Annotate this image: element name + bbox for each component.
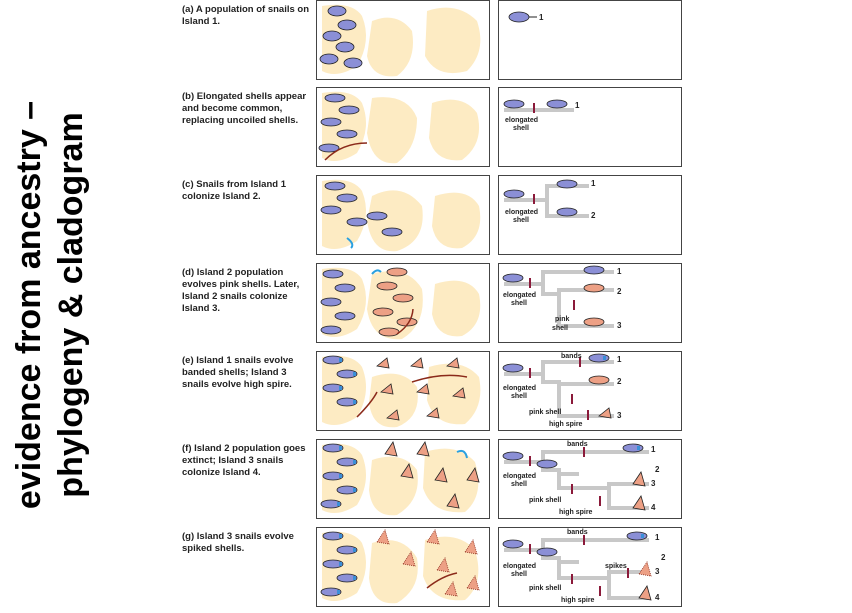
label-elongated-e: elongated: [503, 385, 537, 392]
island-drawing-a: [317, 1, 489, 79]
label-bands-f: bands: [567, 441, 588, 448]
label-pink-shell-f: pink shell: [529, 497, 562, 504]
label-shell-g: shell: [511, 571, 527, 578]
island-panel-a: [316, 0, 490, 80]
tip-4-g: 4: [655, 593, 660, 602]
label-high-spire-g: high spire: [561, 597, 595, 604]
label-shell-c: shell: [513, 217, 529, 224]
island-panel-e: [316, 351, 490, 431]
label-elongated-g: elongated: [503, 563, 537, 570]
step-text-g: (g) Island 3 snails evolve spiked shells.: [182, 531, 294, 554]
step-text-a: (a) A population of snails on Island 1.: [182, 4, 310, 27]
tip-1-b: 1: [575, 101, 580, 110]
side-title: [8, 0, 118, 613]
tip-1-f: 1: [651, 445, 656, 454]
label-high-spire-e: high spire: [549, 421, 583, 428]
cladogram-g: [499, 528, 681, 606]
step-row-e: [180, 351, 710, 431]
cladogram-panel-b: [498, 87, 682, 167]
cladogram-d: [499, 264, 681, 342]
cladogram-panel-c: [498, 175, 682, 255]
tip-1-d: 1: [617, 267, 622, 276]
island-panel-g: [316, 527, 490, 607]
tip-1-g: 1: [655, 533, 660, 542]
tip-3-g: 3: [655, 567, 660, 576]
tip-1-c: 1: [591, 179, 596, 188]
step-row-c: [180, 175, 710, 255]
island-panel-c: [316, 175, 490, 255]
step-row-g: [180, 527, 710, 607]
tip-4-f: 4: [651, 503, 656, 512]
island-drawing-c: [317, 176, 489, 254]
cladogram-panel-g: [498, 527, 682, 607]
tip-2-g: 2: [661, 553, 666, 562]
island-panel-d: [316, 263, 490, 343]
tip-3-f: 3: [651, 479, 656, 488]
island-drawing-d: [317, 264, 489, 342]
label-spikes-g: spikes: [605, 563, 627, 570]
title-line-2: phylogeny & cladogram: [52, 112, 90, 498]
tip-2-c: 2: [591, 211, 596, 220]
cladogram-c: [499, 176, 681, 254]
cladogram-panel-d: [498, 263, 682, 343]
tip-1-a: 1: [539, 13, 544, 22]
cladogram-f: [499, 440, 681, 518]
label-pink-shell-g: pink shell: [529, 585, 562, 592]
title-line-1: evidence from ancestry –: [10, 100, 48, 510]
label-bands-e: bands: [561, 353, 582, 360]
cladogram-panel-f: [498, 439, 682, 519]
step-text-e: (e) Island 1 snails evolve banded shells; Island 3 snails evolve high spire.: [182, 355, 294, 390]
label-pink-shell-e: pink shell: [529, 409, 562, 416]
label-shell-f: shell: [511, 481, 527, 488]
cladogram-a: [499, 1, 681, 79]
label-shell-pink-d: shell: [552, 325, 568, 332]
island-panel-b: [316, 87, 490, 167]
tip-2-e: 2: [617, 377, 622, 386]
tip-3-e: 3: [617, 411, 622, 420]
cladogram-panel-a: [498, 0, 682, 80]
tip-3-d: 3: [617, 321, 622, 330]
label-elongated-d: elongated: [503, 292, 537, 299]
step-row-f: [180, 439, 710, 519]
label-shell-d: shell: [511, 300, 527, 307]
tip-2-d: 2: [617, 287, 622, 296]
cladogram-panel-e: [498, 351, 682, 431]
step-text-b: (b) Elongated shells appear and become common, replacing uncoiled shells.: [182, 91, 307, 126]
label-high-spire-f: high spire: [559, 509, 593, 516]
cladogram-b: [499, 88, 681, 166]
label-pink-d: pink: [555, 316, 570, 323]
label-elongated-f: elongated: [503, 473, 537, 480]
island-drawing-b: [317, 88, 489, 166]
step-row-b: [180, 87, 710, 167]
label-shell-b: shell: [513, 125, 529, 132]
island-drawing-g: [317, 528, 489, 606]
label-shell-e: shell: [511, 393, 527, 400]
step-row-a: [180, 0, 710, 80]
step-row-d: [180, 263, 710, 343]
island-panel-f: [316, 439, 490, 519]
step-text-d: (d) Island 2 population evolves pink shells. Later, Island 2 snails colonize Island 3.: [182, 267, 300, 314]
step-text-f: (f) Island 2 population goes extinct; Island 3 snails colonize Island 4.: [182, 443, 306, 478]
step-text-c: (c) Snails from Island 1 colonize Island 2.: [182, 179, 286, 202]
label-elongated-b: elongated: [505, 117, 539, 124]
tip-2-f: 2: [655, 465, 660, 474]
label-bands-g: bands: [567, 529, 588, 536]
island-drawing-e: [317, 352, 489, 430]
label-elongated-c: elongated: [505, 209, 539, 216]
island-drawing-f: [317, 440, 489, 518]
cladogram-e: [499, 352, 681, 430]
tip-1-e: 1: [617, 355, 622, 364]
